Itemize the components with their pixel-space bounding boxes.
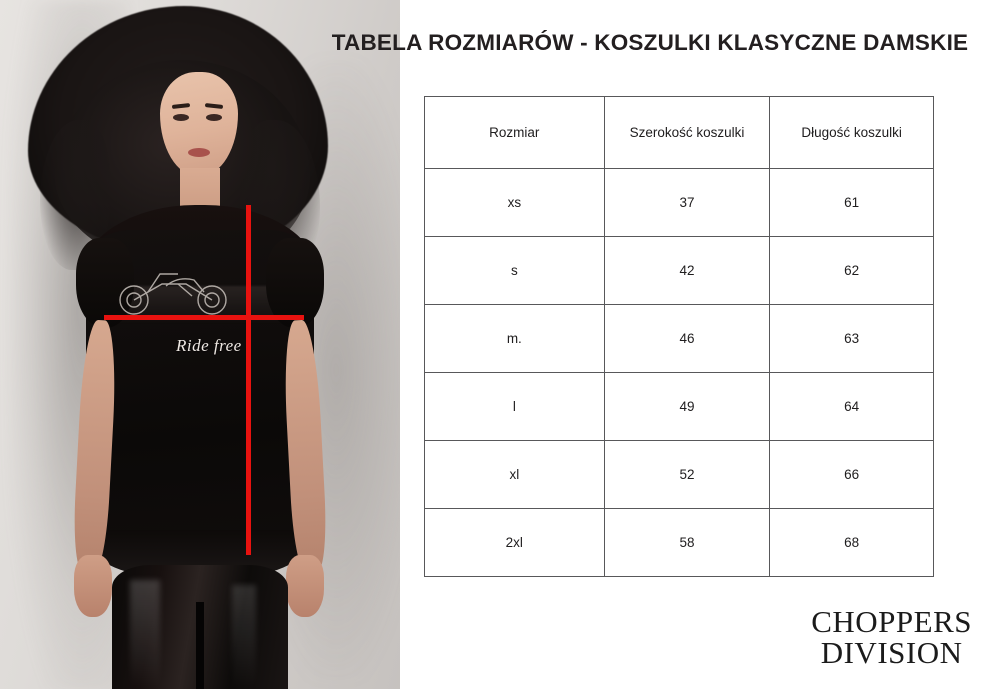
cell-length: 68 [770, 509, 934, 577]
brand-logo [811, 603, 972, 671]
cell-width: 49 [604, 373, 770, 441]
width-measurement-guide [104, 315, 304, 320]
leggings-highlight-right [232, 585, 256, 689]
model-lips [188, 148, 210, 157]
cell-size: xs [425, 169, 605, 237]
cell-size: 2xl [425, 509, 605, 577]
model-hand-right [286, 555, 324, 617]
model-eye-right [206, 114, 222, 121]
cell-length: 64 [770, 373, 934, 441]
brand-line-1: CHOPPERS [811, 603, 972, 639]
cell-length: 62 [770, 237, 934, 305]
leggings-highlight-left [130, 580, 160, 689]
model-hand-left [74, 555, 112, 617]
cell-length: 61 [770, 169, 934, 237]
column-header-length: Długość koszulki [770, 97, 934, 169]
brand-line-2: DIVISION [820, 635, 963, 671]
page-title: TABELA ROZMIARÓW - KOSZULKI KLASYCZNE DAMSKIE [331, 30, 969, 55]
cell-width: 46 [604, 305, 770, 373]
table-row [425, 509, 934, 577]
cell-size: l [425, 373, 605, 441]
tshirt-print-text: Ride free [176, 336, 242, 355]
column-header-width: Szerokość koszulki [604, 97, 770, 169]
cell-size: xl [425, 441, 605, 509]
column-header-size: Rozmiar [425, 97, 605, 169]
model-eye-left [173, 114, 189, 121]
cell-width: 52 [604, 441, 770, 509]
table-row [425, 169, 934, 237]
model-figure [0, 0, 400, 689]
table-header-row [425, 97, 934, 169]
table-row [425, 373, 934, 441]
model-photo [0, 0, 400, 689]
cell-width: 42 [604, 237, 770, 305]
cell-size: m. [425, 305, 605, 373]
cell-length: 66 [770, 441, 934, 509]
leggings-center-seam [196, 602, 204, 689]
chart-content [331, 0, 1000, 689]
table-row [425, 441, 934, 509]
length-measurement-guide [246, 205, 251, 555]
cell-size: s [425, 237, 605, 305]
cell-length: 63 [770, 305, 934, 373]
cell-width: 37 [604, 169, 770, 237]
cell-width: 58 [604, 509, 770, 577]
size-table [424, 96, 934, 577]
table-row [425, 237, 934, 305]
motorcycle-icon [108, 262, 238, 318]
table-row [425, 305, 934, 373]
